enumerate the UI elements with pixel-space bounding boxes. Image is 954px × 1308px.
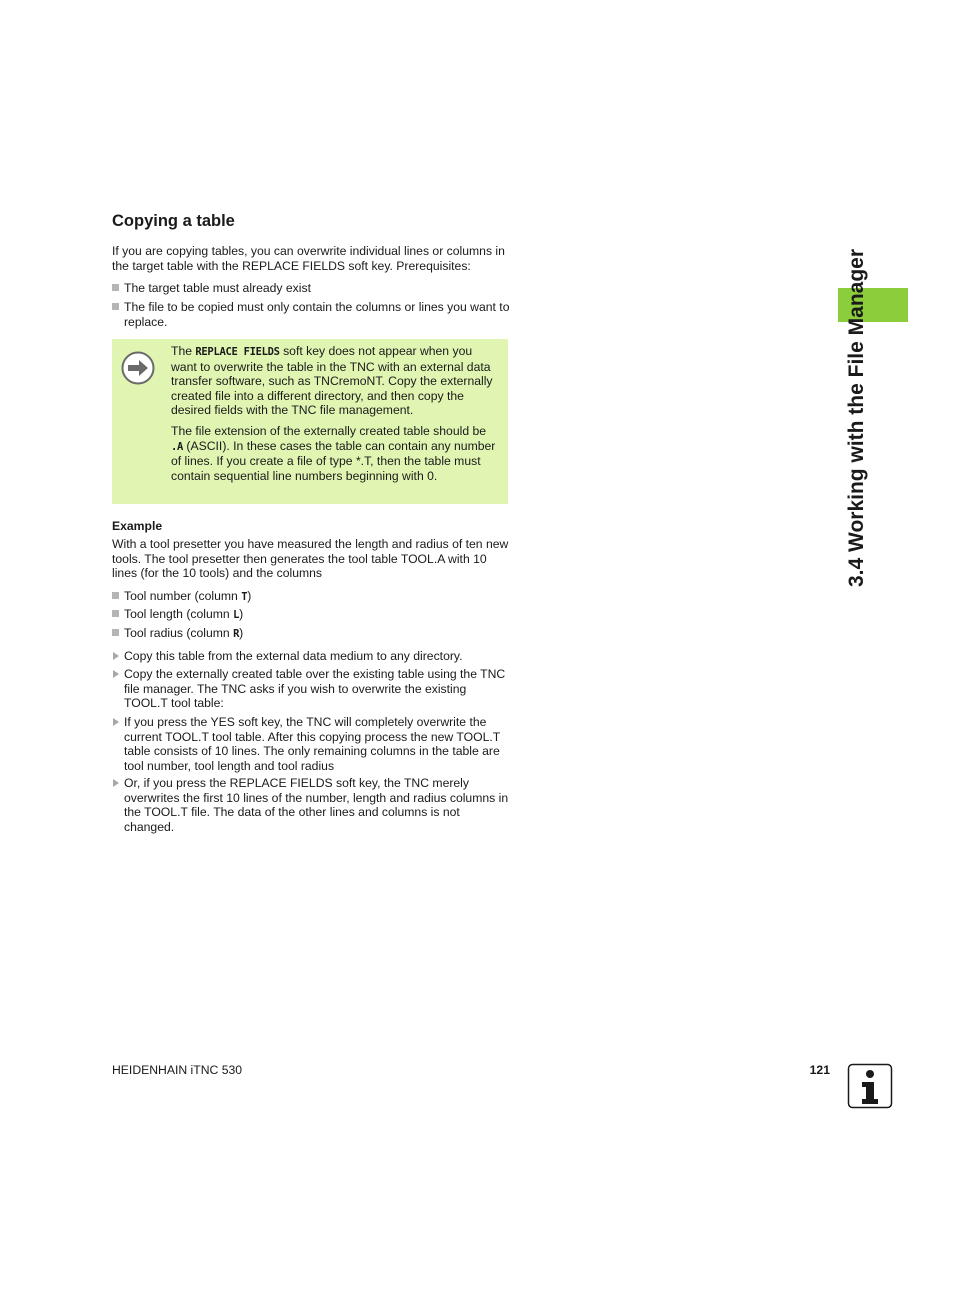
note-text: (ASCII). In these cases the table can contain any number of lines. If you create a file of type *.T, then the table must contain sequential line numbers beginning with 0. xyxy=(171,438,496,483)
prerequisite-text: The target table must already exist xyxy=(124,281,311,295)
column-label: Tool radius (column xyxy=(124,626,234,640)
column-code: T xyxy=(241,591,248,603)
column-text xyxy=(124,626,512,642)
prerequisite-text: The file to be copied must only contain the columns or lines you want to replace. xyxy=(124,300,510,329)
step-item xyxy=(112,776,512,834)
note-text: The xyxy=(171,344,196,358)
column-code: R xyxy=(233,628,240,640)
triangle-bullet-icon xyxy=(112,667,124,711)
section-title: Copying a table xyxy=(112,212,235,230)
column-label: Tool length (column xyxy=(124,607,234,621)
note-paragraph-2 xyxy=(171,424,501,483)
note-text: The file extension of the externally created table should be xyxy=(171,424,487,438)
step-text: Copy this table from the external data medium to any directory. xyxy=(124,649,463,663)
step-text: Or, if you press the REPLACE FIELDS soft key, the TNC merely overwrites the first 10 lines of the number, length and radius columns in the TOOL.T file. The data of the other lines and columns is not changed. xyxy=(124,776,509,834)
step-text: Copy the externally created table over the existing table using the TNC file manager. The TNC asks if you wish to overwrite the existing TOOL.T tool table: xyxy=(124,667,506,710)
page-number: 121 xyxy=(809,1063,830,1077)
note-text: soft key does not appear when you want to overwrite the table in the TNC with an external data transfer software, such as TNCremoNT. Copy the externally created file into a different directory, and then copy the desired fields with the TNC file management. xyxy=(171,344,493,417)
column-code: L xyxy=(233,609,240,621)
column-item xyxy=(112,589,512,605)
softkey-code: REPLACE FIELDS xyxy=(195,346,280,358)
triangle-bullet-icon xyxy=(112,649,124,666)
column-label: Tool number (column xyxy=(124,589,242,603)
column-close: ) xyxy=(239,607,244,621)
info-icon xyxy=(847,1063,893,1109)
triangle-bullet-icon xyxy=(112,776,124,834)
arrow-right-icon xyxy=(121,351,155,385)
extension-code: .A xyxy=(171,440,184,453)
step-item xyxy=(112,649,512,666)
prerequisite-item xyxy=(112,300,512,329)
square-bullet-icon xyxy=(112,281,124,297)
column-text xyxy=(124,607,512,623)
square-bullet-icon xyxy=(112,607,124,623)
step-text: If you press the YES soft key, the TNC will completely overwrite the current TOOL.T tool table. After this copying process the new TOOL.T table consists of 10 lines. The only remaining columns in the table are tool number, tool length and tool radius xyxy=(124,715,500,773)
column-item xyxy=(112,607,512,623)
intro-paragraph: If you are copying tables, you can overwrite individual lines or columns in the target table with the REPLACE FIELDS soft key. Prerequisites: xyxy=(112,244,505,273)
column-text xyxy=(124,589,512,605)
step-item xyxy=(112,667,512,711)
example-intro: With a tool presetter you have measured the length and radius of ten new tools. The tool presetter then generates the tool table TOOL.A with 10 lines (for the 10 tools) and the columns xyxy=(112,537,509,580)
square-bullet-icon xyxy=(112,300,124,329)
step-item xyxy=(112,715,512,773)
chapter-title: 3.4 Working with the File Manager xyxy=(845,249,868,587)
column-close: ) xyxy=(239,626,244,640)
example-heading: Example xyxy=(112,519,163,533)
triangle-bullet-icon xyxy=(112,715,124,773)
column-item xyxy=(112,626,512,642)
square-bullet-icon xyxy=(112,626,124,642)
prerequisite-item xyxy=(112,281,512,297)
column-close: ) xyxy=(247,589,252,603)
square-bullet-icon xyxy=(112,589,124,605)
note-paragraph-1 xyxy=(171,344,501,418)
footer-product: HEIDENHAIN iTNC 530 xyxy=(112,1063,243,1077)
